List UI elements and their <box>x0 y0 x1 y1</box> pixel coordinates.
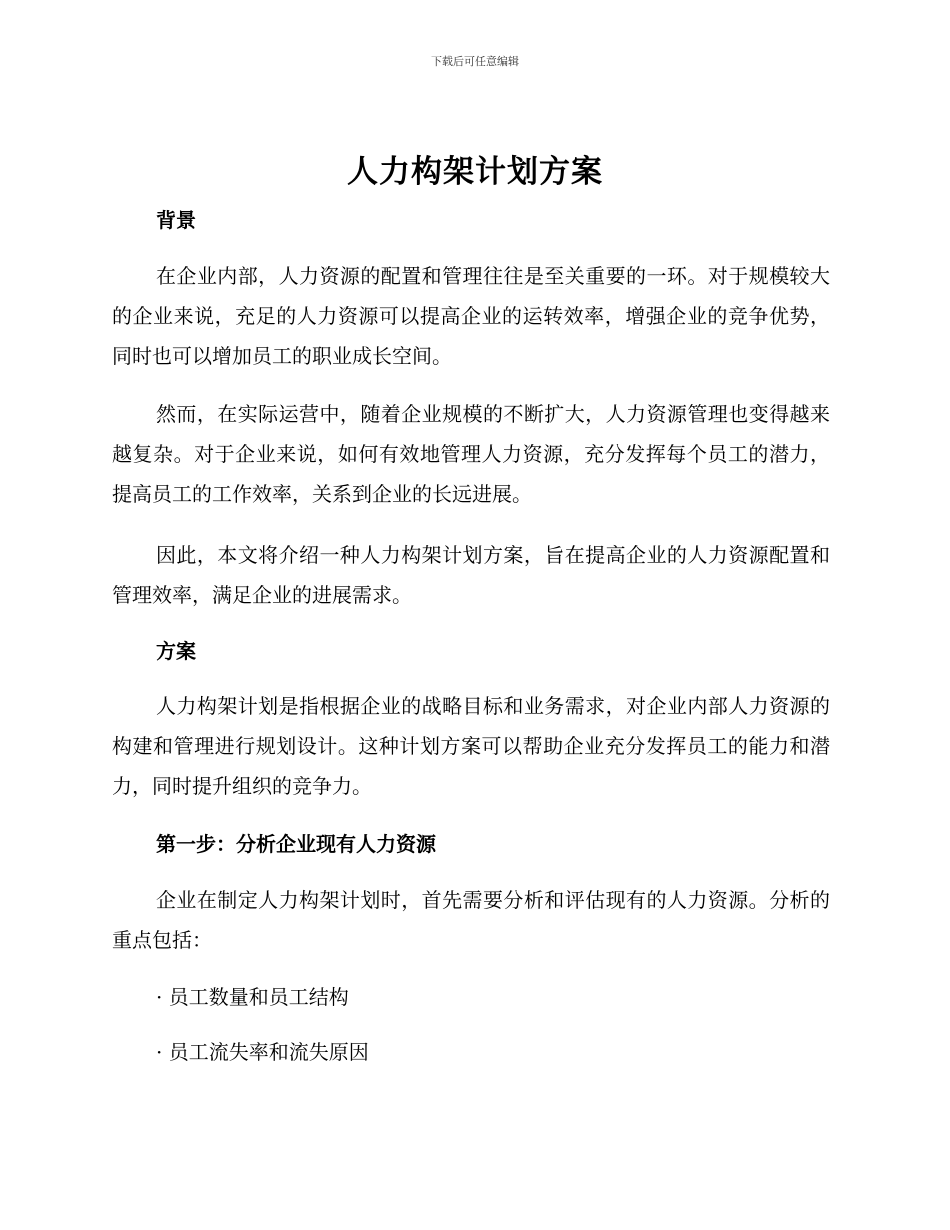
list-item: · 员工流失率和流失原因 <box>156 1040 369 1064</box>
paragraph-background-1: 在企业内部，人力资源的配置和管理往往是至关重要的一环。对于规模较大的企业来说，充足的人力资源可以提高企业的运转效率，增强企业的竞争优势，同时也可以增加员工的职业成长空间。 <box>112 264 830 368</box>
section-heading-plan: 方案 <box>156 639 196 663</box>
list-item: · 员工数量和员工结构 <box>156 985 349 1009</box>
paragraph-step-1: 企业在制定人力构架计划时，首先需要分析和评估现有的人力资源。分析的重点包括： <box>112 888 830 952</box>
section-heading-step-1: 第一步：分析企业现有人力资源 <box>156 832 436 856</box>
paragraph-background-2: 然而，在实际运营中，随着企业规模的不断扩大，人力资源管理也变得越来越复杂。对于企业来说，如何有效地管理人力资源，充分发挥每个员工的潜力，提高员工的工作效率，关系到企业的长远进展。 <box>112 402 830 506</box>
page-header-note: 下载后可任意编辑 <box>431 55 519 68</box>
paragraph-plan-1: 人力构架计划是指根据企业的战略目标和业务需求，对企业内部人力资源的构建和管理进行规划设计。这种计划方案可以帮助企业充分发挥员工的能力和潜力，同时提升组织的竞争力。 <box>112 694 830 798</box>
document-title: 人力构架计划方案 <box>347 154 603 190</box>
section-heading-background: 背景 <box>156 208 196 232</box>
paragraph-background-3: 因此，本文将介绍一种人力构架计划方案，旨在提高企业的人力资源配置和管理效率，满足企业的进展需求。 <box>112 543 830 607</box>
